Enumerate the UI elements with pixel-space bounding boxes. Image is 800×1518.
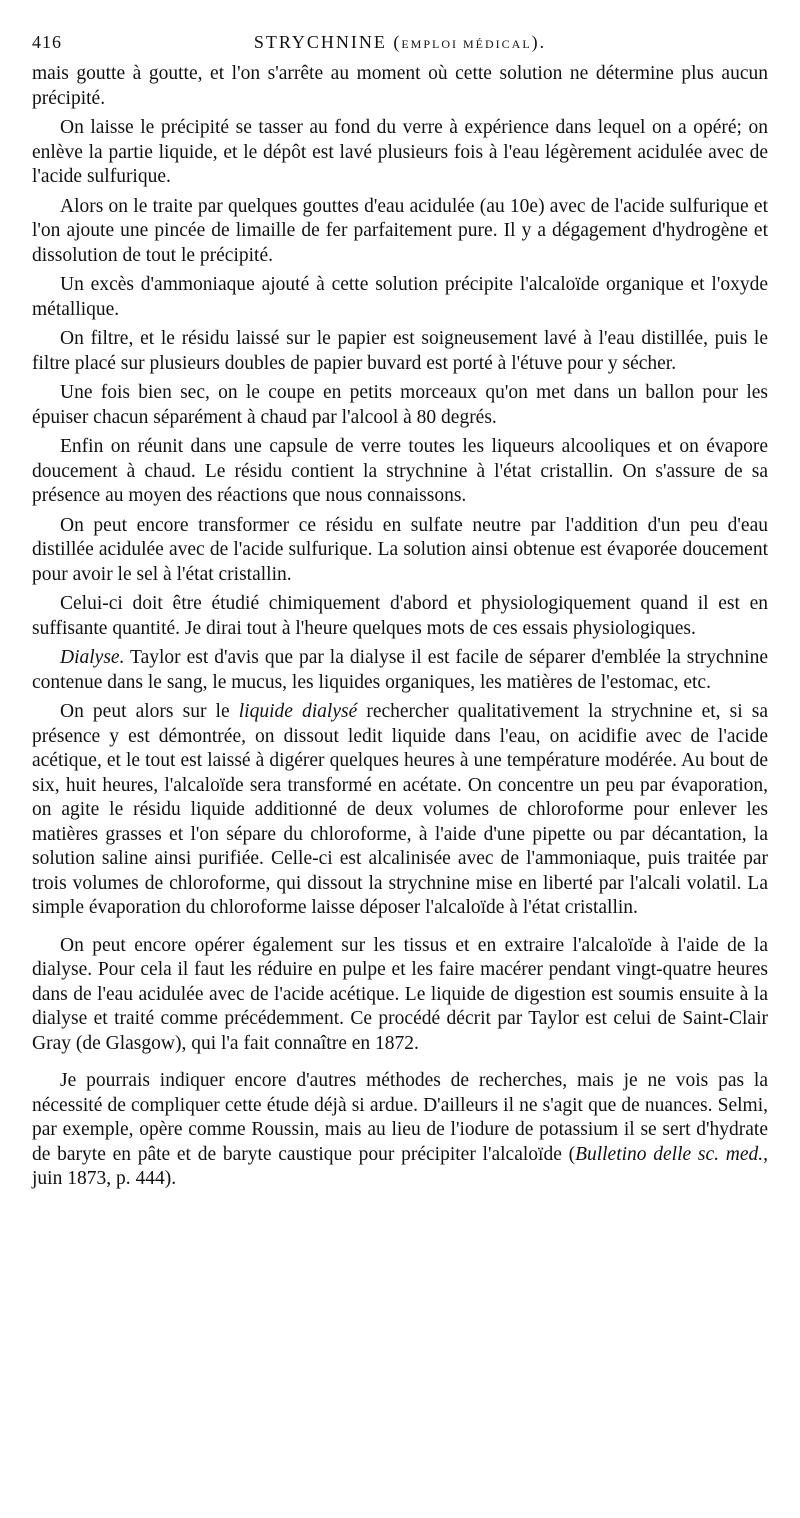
paragraph-text: Une fois bien sec, on le coupe en petits morceaux qu'on met dans un ballon pour les épuiser chacun séparément à chaud par l'alcool à 80 degrés. — [32, 382, 768, 428]
paragraph — [32, 934, 768, 1057]
paragraph-text: , juin 1873, p. 444). — [32, 1143, 768, 1189]
paragraph — [32, 381, 768, 430]
paragraph — [32, 116, 768, 190]
running-title-small-caps: EMPLOI MÉDICAL — [401, 37, 532, 51]
paragraph-text: On peut alors sur le — [60, 701, 239, 722]
paragraph-text: Taylor est d'avis que par la dialyse il est facile de séparer d'emblée la strychnine contenue dans le sang, le mucus, les liquides organiques, les matières de l'estomac, etc. — [32, 647, 768, 693]
paragraph — [32, 327, 768, 376]
paragraph-text: On peut encore transformer ce résidu en sulfate neutre par l'addition d'un peu d'eau distillée acidulée avec de l'acide sulfurique. La solution ainsi obtenue est évaporée doucement pour avoir le sel à l'état cristallin. — [32, 514, 768, 585]
paragraph-text: rechercher qualitativement la strychnine et, si sa présence y est démontrée, on dissout ledit liquide dans l'eau, on acidifie avec de l'acide acétique, et le tout est laissé à digérer quelques heures à une température modérée. Au bout de six, huit heures, l'alcaloïde sera transformé en acétate. On concentre un peu par évaporation, on agite le résidu liquide additionné de deux volumes de chloroforme pour enlever les matières grasses et l'on sépare du chloroforme, à l'aide d'une pipette ou par décantation, la solution saline ainsi purifiée. Celle-ci est alcalinisée avec de l'ammoniaque, puis traitée par trois volumes de chloroforme, qui dissout la strychnine mise en liberté par l'alcali volatil. La simple évaporation du chloroforme laisse déposer l'alcaloïde à l'état cristallin. — [32, 701, 768, 918]
paragraph-text: On laisse le précipité se tasser au fond du verre à expérience dans lequel on a opéré; on enlève la partie liquide, et le dépôt est lavé plusieurs fois à l'eau légèrement acidulée avec de l'acide sulfurique. — [32, 117, 768, 187]
paragraph-dialyse — [32, 646, 768, 695]
paragraph-text: mais goutte à goutte, et l'on s'arrête au moment où cette solution ne détermine plus aucun précipité. — [32, 63, 768, 109]
italic-term: liquide dialysé — [238, 701, 358, 722]
italic-citation: Bulletino delle sc. med. — [575, 1143, 764, 1165]
paragraph-text: On peut encore opérer également sur les tissus et en extraire l'alcaloïde à l'aide de la dialyse. Pour cela il faut les réduire en pulpe et les faire macérer pendant vingt-quatre heures dans de l'eau acidulée avec de l'acide acétique. Le liquide de digestion est soumis ensuite à la dialyse et traité comme précédemment. Ce procédé décrit par Taylor est celui de Saint-Clair Gray (de Glasgow), qui l'a fait connaître en 1872. — [32, 934, 768, 1054]
paragraph — [32, 514, 768, 588]
paragraph — [32, 195, 768, 269]
paragraph-text: On filtre, et le résidu laissé sur le papier est soigneusement lavé à l'eau distillée, puis le filtre placé sur plusieurs doubles de papier buvard est porté à l'étuve pour y sécher. — [32, 328, 768, 374]
page-number: 416 — [32, 32, 62, 52]
paragraph-text: Celui-ci doit être étudié chimiquement d'abord et physiologiquement quand il est en suffisante quantité. Je dirai tout à l'heure quelques mots de ces essais physiologiques. — [32, 593, 768, 639]
paragraph-text: Un excès d'ammoniaque ajouté à cette solution précipite l'alcaloïde organique et l'oxyde métallique. — [32, 274, 768, 320]
paragraph — [32, 435, 768, 509]
section-lead-italic: Dialyse. — [60, 647, 125, 668]
paragraph-text: Je pourrais indiquer encore d'autres méthodes de recherches, mais je ne vois pas la nécessité de compliquer cette étude déjà si ardue. D'ailleurs il ne s'agit que de nuances. Selmi, par exemple, opère comme Roussin, mais au lieu de l'iodure de potassium il se sert d'hydrate de baryte en pâte et de baryte caustique pour précipiter l'alcaloïde ( — [32, 1070, 768, 1165]
paragraph — [32, 592, 768, 641]
running-title — [32, 32, 768, 53]
page-header — [32, 28, 768, 62]
paragraph — [32, 1069, 768, 1192]
running-title-main: STRYCHNINE ( — [253, 32, 402, 52]
book-page — [32, 28, 768, 1197]
body-text — [32, 62, 768, 1192]
running-title-end: ). — [531, 32, 547, 52]
paragraph — [32, 700, 768, 921]
paragraph — [32, 273, 768, 322]
paragraph — [32, 62, 768, 111]
paragraph-text: Enfin on réunit dans une capsule de verre toutes les liqueurs alcooliques et on évapore doucement à chaud. Le résidu contient la strychnine à l'état cristallin. On s'assure de sa présence au moyen des réactions que nous connaissons. — [32, 436, 768, 506]
paragraph-text: Alors on le traite par quelques gouttes d'eau acidulée (au 10e) avec de l'acide sulfurique et l'on ajoute une pincée de limaille de fer parfaitement pure. Il y a dégagement d'hydrogène et dissolution de tout le précipité. — [32, 195, 768, 266]
